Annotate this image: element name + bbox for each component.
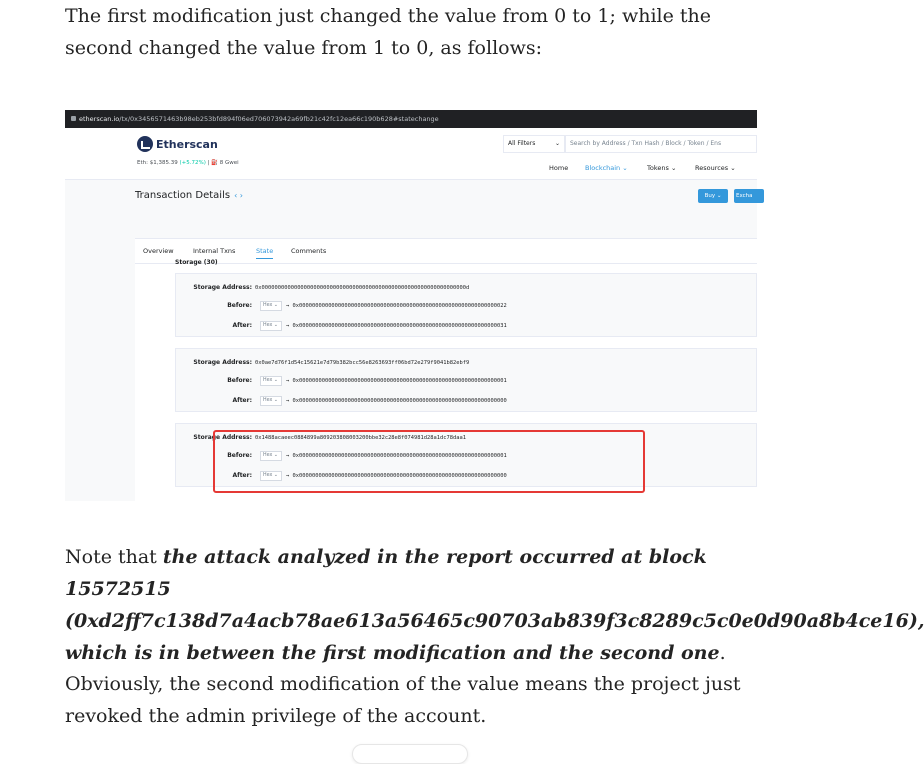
storage-block [175,273,757,337]
page-title-text: Transaction Details [135,190,231,201]
hex-select: Hex ⌄ [260,471,282,481]
before-label: Before: [227,377,252,384]
intro-paragraph: The first modification just changed the value from 0 to 1; while the second changed the value from 1 to 0, as follows: [65,5,711,59]
hex-select: Hex ⌄ [260,301,282,311]
storage-address-label: Storage Address: [193,359,252,366]
filter-label: All Filters [508,140,536,147]
note-suffix: . [719,642,726,664]
storage-address-value: 0x0ae7d76f1d54c15621e7d79b382bcc56e8263693ff06bd72e279f9041b82ebf9 [255,360,470,366]
eth-change: (+5.72%) [179,160,206,166]
page-title [135,190,243,201]
lock-icon [71,116,76,121]
chevron-down-icon: ⌄ [554,140,560,147]
before-value: → 0x0000000000000000000000000000000000000000000000000000000000000001 [286,378,507,384]
hex-select: Hex ⌄ [260,321,282,331]
logo-text: Etherscan [156,137,218,151]
storage-address-label: Storage Address: [193,284,252,291]
before-value: → 0x0000000000000000000000000000000000000000000000000000000000000001 [286,453,507,459]
before-label: Before: [227,302,252,309]
nav-home: Home [549,164,569,172]
storage-block [175,348,757,412]
tab-internal-txns: Internal Txns [193,247,236,255]
floating-action-bar[interactable] [352,744,468,764]
conclusion-paragraph: Obviously, the second modification of the value means the project just revoked the admin privilege of the account. [65,673,741,727]
after-value: → 0x0000000000000000000000000000000000000000000000000000000000000031 [286,323,507,329]
note-emphasis: the attack analyzed in the report occurred at block 15572515 (0xd2ff7c138d7a4acb78ae613a56465c90703ab839f3c8289c5c0e0d90a8b4ce16), which is in between the first modification and the second one [65,546,924,664]
after-label: After: [232,322,252,329]
nav-blockchain: Blockchain ⌄ [585,164,628,172]
etherscan-screenshot [65,110,757,501]
after-label: After: [232,472,252,479]
etherscan-logo-icon [137,136,153,152]
after-value: → 0x0000000000000000000000000000000000000000000000000000000000000000 [286,473,507,479]
before-value: → 0x0000000000000000000000000000000000000000000000000000000000000022 [286,303,507,309]
tab-overview: Overview [143,247,174,255]
browser-url-bar [65,110,757,128]
filter-select [503,135,565,153]
hex-select: Hex ⌄ [260,376,282,386]
storage-address-value: 0x000000000000000000000000000000000000000000000000000000000000000d [255,285,470,291]
tab-comments: Comments [291,247,327,255]
note-paragraph [65,541,924,669]
note-prefix: Note that [65,546,163,568]
url-domain: etherscan.io [79,115,120,123]
etherscan-logo [137,136,218,152]
gas-price: | ⛽ 8 Gwei [207,160,239,166]
eth-price [137,160,239,166]
pager-arrows-icon: ‹ › [234,191,244,200]
exchange-button: Excha [734,189,764,203]
storage-address-label: Storage Address: [193,434,252,441]
search-input: Search by Address / Txn Hash / Block / Token / Ens [565,135,757,153]
eth-price-label: Eth: $1,385.39 [137,160,178,166]
storage-heading: Storage (30) [175,259,218,266]
tab-divider [135,263,757,264]
storage-address-value: 0x1488acaeec0884899a809203808003200bbe32c28e8f074981d28a1dc78daa1 [255,435,466,441]
nav-tokens: Tokens ⌄ [647,164,677,172]
tab-state: State [256,247,273,259]
before-label: Before: [227,452,252,459]
hex-select: Hex ⌄ [260,451,282,461]
after-label: After: [232,397,252,404]
etherscan-header [65,128,757,180]
highlight-box [213,430,645,493]
nav-resources: Resources ⌄ [695,164,736,172]
url-path: /tx/0x3456571463b98eb253bfd894f06ed706073942a69fb21c42fc12ea66c190b628#statechange [119,115,439,123]
after-value: → 0x0000000000000000000000000000000000000000000000000000000000000000 [286,398,507,404]
hex-select: Hex ⌄ [260,396,282,406]
buy-button: Buy ⌄ [698,189,728,203]
